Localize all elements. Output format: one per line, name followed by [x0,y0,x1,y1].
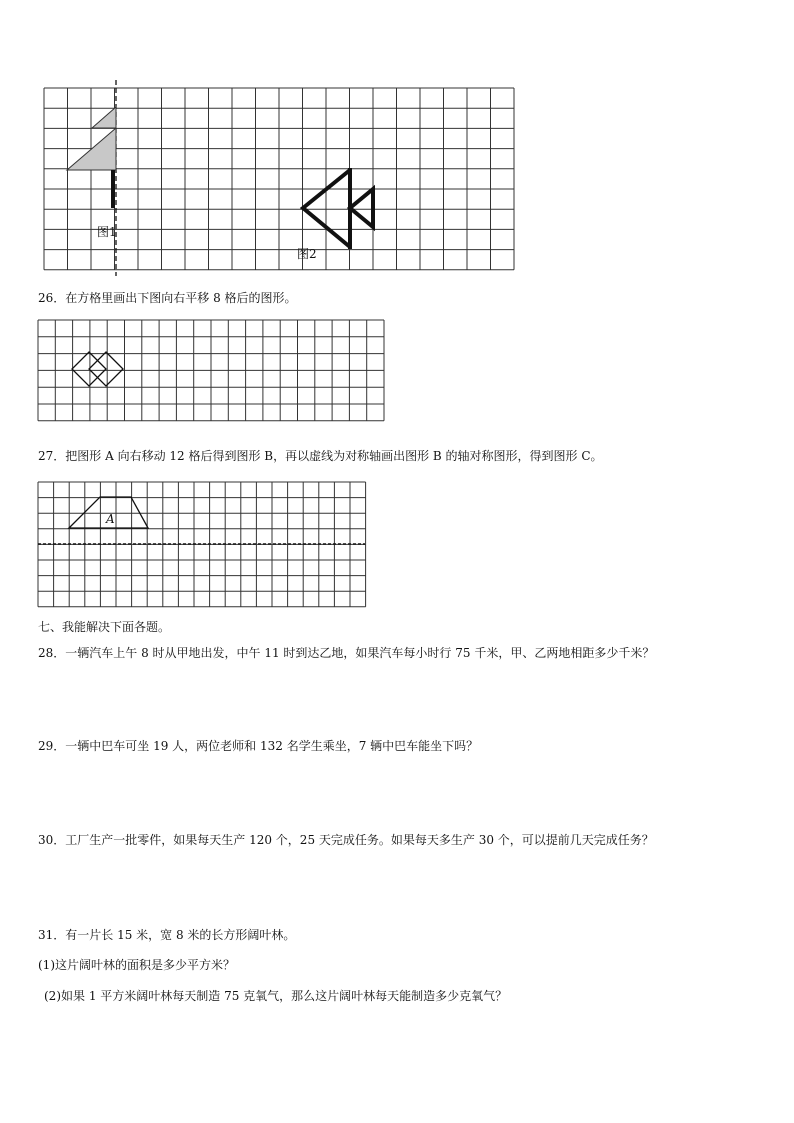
shaded-triangle-upper [92,107,116,128]
question-28: 28．一辆汽车上午 8 时从甲地出发，中午 11 时到达乙地，如果汽车每小时行 75 千米，甲、乙两地相距多少千米？ [38,646,655,660]
question-30: 30．工厂生产一批零件，如果每天生产 120 个，25 天完成任务。如果每天多生产 30 个，可以提前几天完成任务？ [38,833,654,847]
figure-2-label: 图2 [297,247,317,261]
question-31: 31．有一片长 15 米，宽 8 米的长方形阔叶林。 [38,928,296,942]
shape-a-label: A [106,512,115,526]
question-26: 26．在方格里画出下图向右平移 8 格后的图形。 [38,291,297,305]
symmetry-grid-figure [0,0,794,290]
section-7-heading: 七、我能解决下面各题。 [38,620,171,634]
question-29: 29．一辆中巴车可坐 19 人，两位老师和 132 名学生乘坐，7 辆中巴车能坐下吗？ [38,739,479,753]
translation-grid-figure [0,312,794,432]
square-grid [38,482,366,607]
small-triangle-outline [350,189,373,227]
question-31-part-1: (1)这片阔叶林的面积是多少平方米？ [38,958,235,972]
question-27: 27．把图形 A 向右移动 12 格后得到图形 B，再以虚线为对称轴画出图形 B 的轴对称图形，得到图形 C。 [38,449,603,463]
question-31-part-2: (2)如果 1 平方米阔叶林每天制造 75 克氧气，那么这片阔叶林每天能制造多少克氧气？ [44,989,508,1003]
figure-1-label: 图1 [97,225,117,239]
reflection-grid-figure [0,475,794,615]
